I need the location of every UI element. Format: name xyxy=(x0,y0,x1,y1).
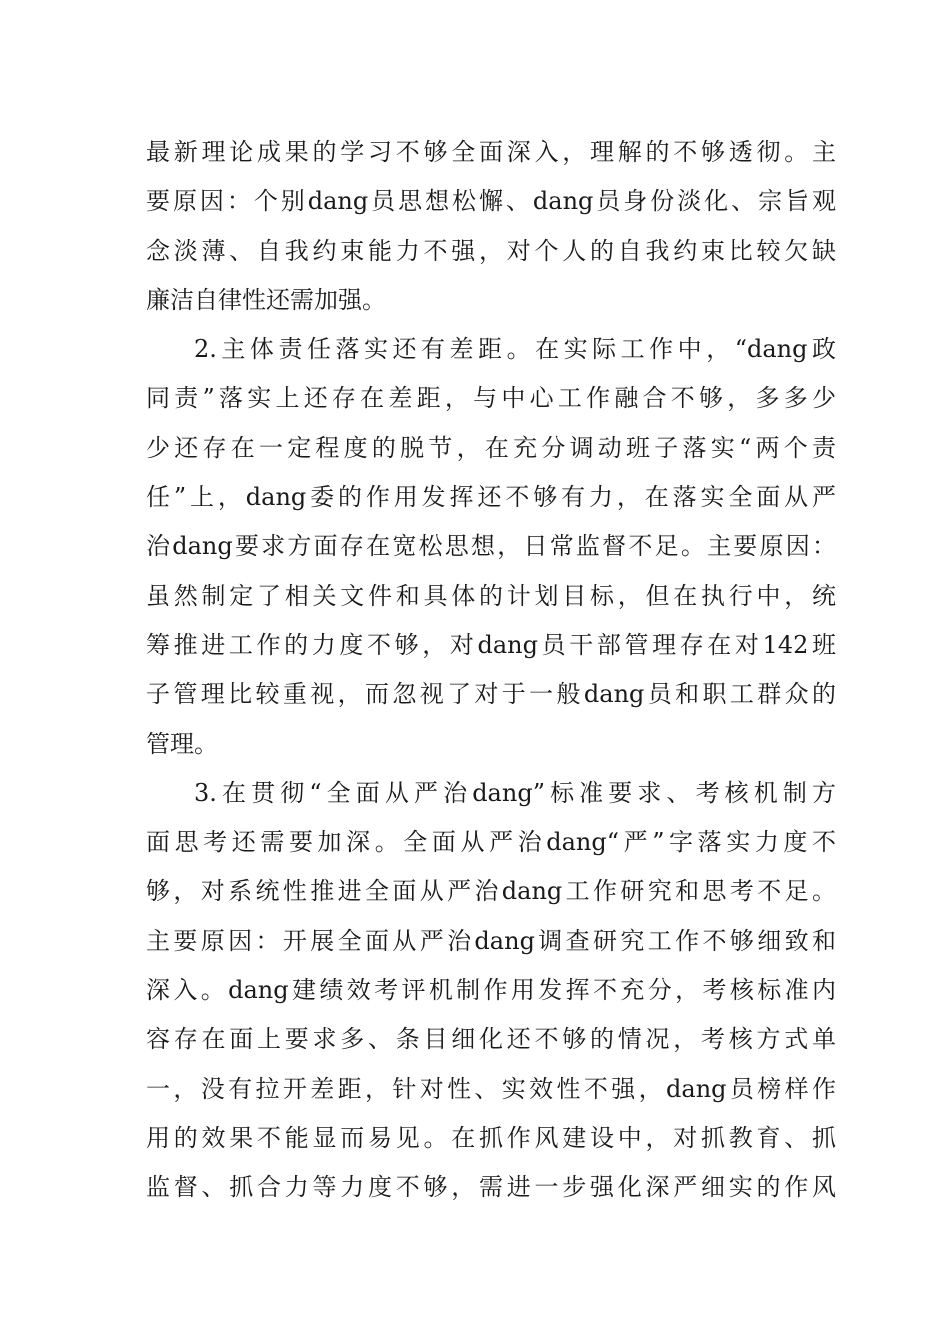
text-line: 筹推进工作的力度不够，对dang员干部管理存在对142班 xyxy=(146,630,836,659)
text-line: 主要原因：开展全面从严治dang调查研究工作不够细致和 xyxy=(146,926,836,955)
body-text xyxy=(146,128,836,1213)
text-line: 同责”落实上还存在差距，与中心工作融合不够，多多少 xyxy=(146,384,836,413)
text-line: 面思考还需要加深。全面从严治dang“严”字落实力度不 xyxy=(146,828,836,857)
text-line: 用的效果不能显而易见。在抓作风建设中，对抓教育、抓 xyxy=(146,1123,836,1152)
text-line: 少还存在一定程度的脱节，在充分调动班子落实“两个责 xyxy=(146,433,836,462)
text-line: 要原因：个别dang员思想松懈、dang员身份淡化、宗旨观 xyxy=(146,187,836,216)
text-line: 最新理论成果的学习不够全面深入，理解的不够透彻。主 xyxy=(146,138,836,166)
text-line: 管理。 xyxy=(146,729,218,758)
text-line: 2.主体责任落实还有差距。在实际工作中，“dang政 xyxy=(194,335,836,364)
text-line: 够，对系统性推进全面从严治dang工作研究和思考不足。 xyxy=(146,877,836,906)
text-line: 念淡薄、自我约束能力不强，对个人的自我约束比较欠缺 xyxy=(146,236,836,265)
text-line: 一，没有拉开差距，针对性、实效性不强，dang员榜样作 xyxy=(146,1074,836,1103)
text-line: 虽然制定了相关文件和具体的计划目标，但在执行中，统 xyxy=(146,581,836,610)
text-line: 监督、抓合力等力度不够，需进一步强化深严细实的作风 xyxy=(146,1173,836,1202)
text-line: 深入。dang建绩效考评机制作用发挥不充分，考核标准内 xyxy=(146,976,836,1005)
text-line: 治dang要求方面存在宽松思想，日常监督不足。主要原因： xyxy=(146,532,836,561)
text-line: 任”上，dang委的作用发挥还不够有力，在落实全面从严 xyxy=(146,483,836,512)
text-line: 容存在面上要求多、条目细化还不够的情况，考核方式单 xyxy=(146,1025,836,1054)
text-line: 子管理比较重视，而忽视了对于一般dang员和职工群众的 xyxy=(146,680,836,709)
text-line: 3.在贯彻“全面从严治dang”标准要求、考核机制方 xyxy=(194,778,836,807)
text-line: 廉洁自律性还需加强。 xyxy=(146,285,386,314)
